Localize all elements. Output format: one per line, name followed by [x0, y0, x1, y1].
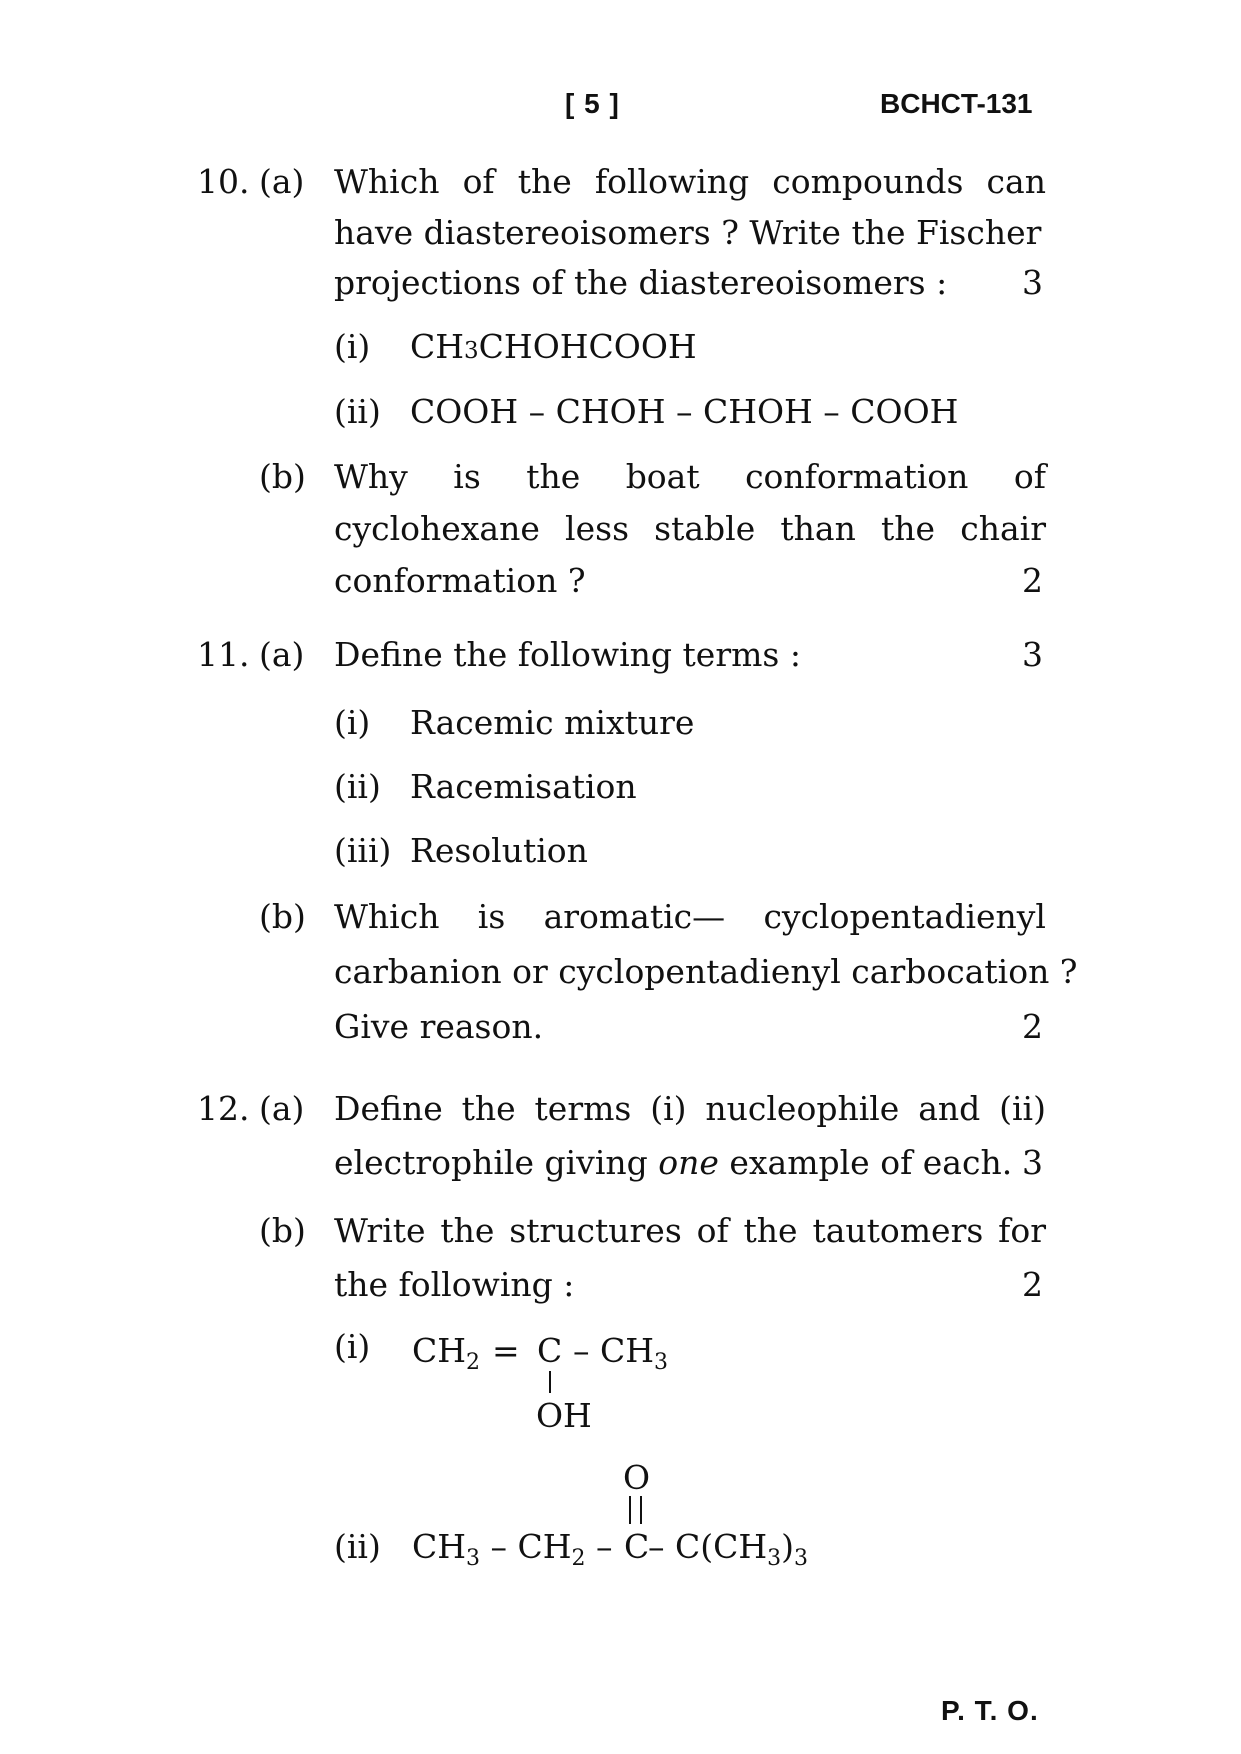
q12b-line2: the following : — [334, 1265, 575, 1304]
q12b-label: (b) — [259, 1211, 306, 1250]
structure-i-single-bond — [549, 1371, 551, 1393]
question-number-10: 10. — [197, 162, 250, 201]
q10b-label: (b) — [259, 457, 306, 496]
q11a-text: Define the following terms : — [334, 635, 801, 674]
q12b-item-ii-label: (ii) — [334, 1527, 381, 1566]
q11b-line2: carbanion or cyclopentadienyl carbocation ? — [334, 952, 1078, 991]
q10b-line3: conformation ? — [334, 561, 586, 600]
q10a-line3: projections of the diastereoisomers : — [334, 263, 948, 302]
q11a-item-ii-text: Racemisation — [410, 767, 637, 806]
page-turn-over: P. T. O. — [941, 1695, 1039, 1726]
q12b-line1: Write the structures of the tautomers for — [334, 1211, 1046, 1250]
q10a-label: (a) — [259, 162, 305, 201]
structure-ii-oxygen: O — [623, 1458, 651, 1497]
q10b-marks: 2 — [1022, 561, 1043, 600]
structure-i-hydroxyl: OH — [536, 1396, 592, 1435]
q12b-item-i-label: (i) — [334, 1327, 371, 1366]
q10a-item-i-formula: CH3CHOHCOOH — [410, 327, 697, 366]
structure-ii-tert-butyl: – $C(CH_3)_3$ — [648, 1527, 809, 1571]
structure-i-double-bond: = — [492, 1331, 520, 1370]
q11b-line1: Which is aromatic— cyclopentadienyl — [334, 897, 1046, 936]
page-number: [ 5 ] — [565, 88, 620, 119]
q10a-line2: have diastereoisomers ? Write the Fischer — [334, 213, 1042, 252]
q10a-item-ii-formula: COOH – CHOH – CHOH – COOH — [410, 392, 959, 431]
q12b-marks: 2 — [1022, 1265, 1043, 1304]
q12a-line2: electrophile giving one example of each. — [334, 1143, 1013, 1182]
question-number-11: 11. — [197, 635, 250, 674]
structure-ii-double-bond — [629, 1496, 642, 1524]
q10a-marks: 3 — [1022, 263, 1043, 302]
q11a-label: (a) — [259, 635, 305, 674]
question-number-12: 12. — [197, 1089, 250, 1128]
structure-i-carbon: C — [537, 1331, 563, 1370]
structure-ii-carbonyl-carbon: C — [624, 1527, 650, 1566]
structure-ii-chain: $CH_3 - CH_2$ – — [412, 1527, 613, 1571]
q10a-line1: Which of the following compounds can — [334, 162, 1046, 201]
q11a-item-iii-text: Resolution — [410, 831, 588, 870]
q11a-marks: 3 — [1022, 635, 1043, 674]
q11b-label: (b) — [259, 897, 306, 936]
structure-i-ch3: – $CH_3$ — [573, 1331, 669, 1375]
q10b-line1: Why is the boat conformation of — [334, 457, 1046, 496]
q11a-item-iii-label: (iii) — [334, 831, 392, 870]
q10a-item-ii-label: (ii) — [334, 392, 381, 431]
q10b-line2: cyclohexane less stable than the chair — [334, 509, 1046, 548]
q10a-item-i-label: (i) — [334, 327, 371, 366]
q11b-line3: Give reason. — [334, 1007, 544, 1046]
q12a-label: (a) — [259, 1089, 305, 1128]
q11a-item-i-label: (i) — [334, 703, 371, 742]
structure-i-ch2: $CH_2$ — [412, 1331, 481, 1375]
q11b-marks: 2 — [1022, 1007, 1043, 1046]
q11a-item-i-text: Racemic mixture — [410, 703, 695, 742]
q11a-item-ii-label: (ii) — [334, 767, 381, 806]
q12a-line1: Define the terms (i) nucleophile and (ii) — [334, 1089, 1046, 1128]
q12a-marks: 3 — [1022, 1143, 1043, 1182]
paper-code: BCHCT-131 — [880, 88, 1033, 119]
